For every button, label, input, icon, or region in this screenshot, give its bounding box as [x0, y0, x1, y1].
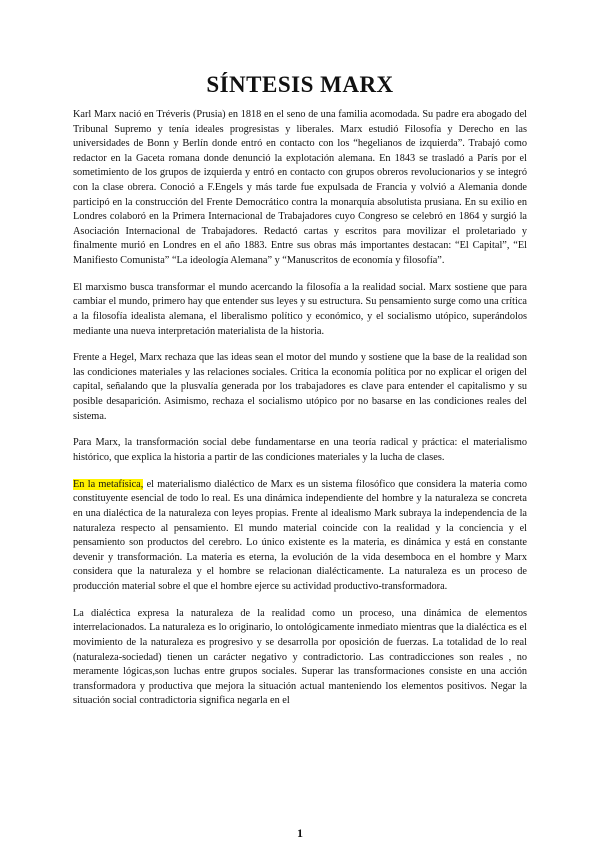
document-title: SÍNTESIS MARX: [206, 72, 394, 97]
highlighted-text: En la metafísica,: [73, 478, 144, 490]
paragraph-biography: Karl Marx nació en Tréveris (Prusia) en 1818 en el seno de una familia acomodada. Su padre era abogado del Tribunal Supremo y tenía ideales progresistas y liberales. Marx estudió Filosofía y Derecho en las universidades de Bonn y Berlín donde entró en contacto con los “hegelianos de izquierda”. Trabajó como redactor en la Gaceta romana donde denunció la explotación alemana. En 1843 se trasladó a París por el sometimiento de los grupos de izquierda y entró en contacto con grupos obreros revolucionarios y se integró con la clase obrera. Conoció a F.Engels y más tarde fue expulsada de Francia y volvió a Alemania donde participó en la construcción del Frente Democrático contra la monarquía absolutista prusiana. En su exilio en Londres colaboró en la Primera Internacional de Trabajadores cuyo Congreso se celebró en 1864 y surgió la Asociación Internacional de Trabajadores. Redactó cartas y escritos para movilizar el proletariado y finalmente murió en Londres en el año 1883. Entre sus obras más importantes destacan: “El Capital”, “El Manifiesto Comunista” “La ideología Alemana” y “Manuscritos de economía y filosofía”.: [73, 109, 527, 266]
paragraph-dialectics: La dialéctica expresa la naturaleza de la realidad como un proceso, una dinámica de elementos interrelacionados. La naturaleza es lo originario, lo ontológicamente inmediato mientras que la dialéctica es el movimiento de la naturaleza es progresivo y se desarrolla por oposición de fuerzas. La totalidad de lo real (naturaleza-sociedad) tienen un carácter negativo y contradictorio. Las contradicciones son reales , no meramente lógicas,son luchas entre grupos sociales. Superar las transformaciones consiste en una acción transformadora y productiva que mejora la situación actual manteniendo los elementos positivos. Negar la situación social contradictoria significa negarla en el: [73, 607, 527, 707]
paragraph-marxism-goal: El marxismo busca transformar el mundo acercando la filosofía a la realidad social. Marx sostiene que para cambiar el mundo, primero hay que entender sus leyes y su estructura. Su pensamiento surge como una crítica a la filosofía idealista alemana, el liberalismo político y económico, y el socialismo utópico, superándolos mediante una nueva interpretación materialista de la historia.: [73, 281, 527, 337]
paragraph-hegel: Frente a Hegel, Marx rechaza que las ideas sean el motor del mundo y sostiene que la base de la realidad son las condiciones materiales y las relaciones sociales. Critica la economía política por no explicar el origen del capital, señalando que la plusvalía generada por los trabajadores es clave para entender el capitalismo y su posible desaparición. Asimismo, rechaza el socialismo utópico por no basarse en las condiciones reales del sistema.: [73, 352, 527, 422]
paragraph-metaphysics: [73, 478, 527, 595]
paragraph-historical-materialism: Para Marx, la transformación social debe fundamentarse en una teoría radical y práctica: el materialismo histórico, que explica la historia a partir de las condiciones materiales y la lucha de clases.: [73, 437, 527, 464]
page-number: 1: [297, 826, 303, 840]
document-body: [73, 108, 527, 721]
paragraph-metaphysics-text: el materialismo dialéctico de Marx es un sistema filosófico que considera la materia como constituyente esencial de todo lo real. Es una dinámica independiente del hombre y la naturaleza se concreta en una dialéctica de la naturaleza con leyes propias. Frente al idealismo Mark subraya la independencia de la naturaleza respecto al pensamiento. El mundo material coincide con la realidad y la conciencia y el pensamiento son productos del cerebro. Lo único existente es la materia, es dinámica y está en constante devenir y transformación. La materia es eterna, la evolución de la vida desemboca en el hombre y Marx considera que la naturaleza y el hombre se relacionan dialécticamente. La naturaleza es un proceso de producción material sobre el que el hombre ejerce su actividad productivo-transformadora.: [73, 478, 527, 592]
